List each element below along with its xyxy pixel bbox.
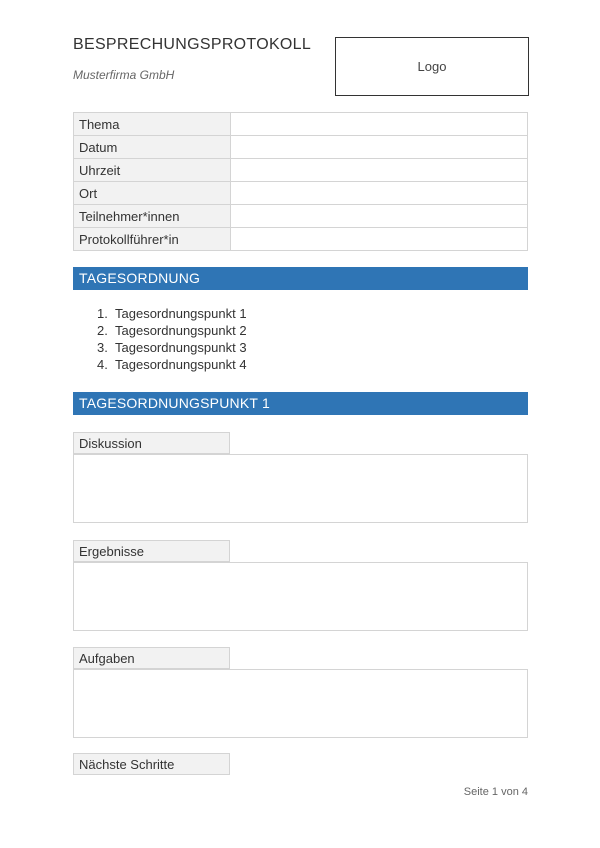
next-steps-label: Nächste Schritte bbox=[73, 753, 230, 775]
info-value-field[interactable] bbox=[231, 113, 528, 136]
table-row bbox=[74, 159, 528, 182]
list-number: 4. bbox=[97, 357, 108, 372]
tasks-field[interactable] bbox=[73, 669, 528, 738]
company-name: Musterfirma GmbH bbox=[73, 68, 175, 82]
agenda-section-header: TAGESORDNUNG bbox=[73, 267, 528, 290]
list-number: 3. bbox=[97, 340, 108, 355]
info-value-field[interactable] bbox=[231, 182, 528, 205]
meeting-info-table bbox=[73, 112, 528, 251]
document-title: BESPRECHUNGSPROTOKOLL bbox=[73, 36, 312, 53]
table-row bbox=[74, 182, 528, 205]
list-number: 2. bbox=[97, 323, 108, 338]
table-row bbox=[74, 228, 528, 251]
list-item-label: Tagesordnungspunkt 2 bbox=[115, 323, 247, 338]
list-item-label: Tagesordnungspunkt 3 bbox=[115, 340, 247, 355]
info-value-field[interactable] bbox=[231, 159, 528, 182]
table-row bbox=[74, 136, 528, 159]
tasks-label: Aufgaben bbox=[73, 647, 230, 669]
topic-section-header: TAGESORDNUNGSPUNKT 1 bbox=[73, 392, 528, 415]
logo-placeholder bbox=[335, 37, 529, 96]
table-row bbox=[74, 205, 528, 228]
list-item bbox=[97, 322, 247, 339]
list-item bbox=[97, 356, 247, 373]
table-row bbox=[74, 113, 528, 136]
list-number: 1. bbox=[97, 306, 108, 321]
info-label: Ort bbox=[74, 182, 231, 205]
list-item bbox=[97, 339, 247, 356]
list-item bbox=[97, 305, 247, 322]
info-label: Thema bbox=[74, 113, 231, 136]
agenda-list bbox=[97, 305, 247, 373]
logo-label: Logo bbox=[417, 59, 447, 74]
info-label: Protokollführer*in bbox=[74, 228, 231, 251]
info-value-field[interactable] bbox=[231, 136, 528, 159]
discussion-field[interactable] bbox=[73, 454, 528, 523]
results-label: Ergebnisse bbox=[73, 540, 230, 562]
results-field[interactable] bbox=[73, 562, 528, 631]
discussion-label: Diskussion bbox=[73, 432, 230, 454]
info-value-field[interactable] bbox=[231, 228, 528, 251]
info-label: Teilnehmer*innen bbox=[74, 205, 231, 228]
list-item-label: Tagesordnungspunkt 4 bbox=[115, 357, 247, 372]
info-label: Datum bbox=[74, 136, 231, 159]
info-label: Uhrzeit bbox=[74, 159, 231, 182]
page-number: Seite 1 von 4 bbox=[463, 786, 528, 798]
info-value-field[interactable] bbox=[231, 205, 528, 228]
list-item-label: Tagesordnungspunkt 1 bbox=[115, 306, 247, 321]
